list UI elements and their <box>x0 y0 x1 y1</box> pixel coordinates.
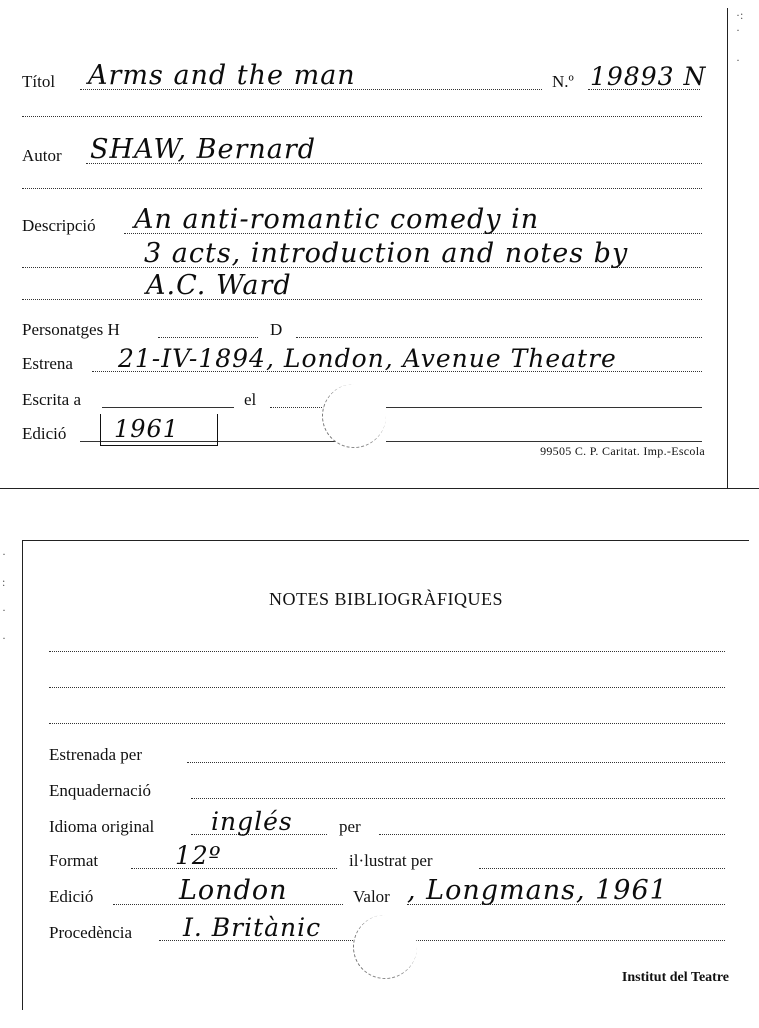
printer-imprint: 99505 C. P. Caritat. Imp.-Escola <box>540 444 705 458</box>
numero-value: 19893 N <box>590 62 707 91</box>
personatges-h-dots <box>158 337 258 338</box>
enquadernacio-label: Enquadernació <box>49 781 151 800</box>
format-il-label: il·lustrat per <box>349 851 433 870</box>
edicio-label: Edició <box>22 424 67 443</box>
scan-specks: ·: · · <box>736 8 744 67</box>
top-card-bottom-edge <box>0 488 759 489</box>
format-value: 12º <box>175 841 222 870</box>
idioma-row <box>23 805 749 839</box>
estrena-value: 21-IV-1894, London, Avenue Theatre <box>118 344 617 373</box>
estrenada-label: Estrenada per <box>49 745 142 764</box>
scan-specks-left: · : · · <box>2 547 6 645</box>
titol-extra-line <box>22 116 702 117</box>
numero-label: N.º <box>552 72 574 91</box>
escrita-a-line <box>102 407 234 408</box>
idioma-per-dots <box>379 834 725 835</box>
format-dots <box>131 868 337 869</box>
escrita-el-line <box>386 407 702 408</box>
estrenada-dots <box>187 762 725 763</box>
personatges-d-dots <box>296 337 702 338</box>
personatges-row <box>0 308 727 342</box>
valor-label: Valor <box>353 887 390 906</box>
escrita-el-label: el <box>244 390 257 409</box>
valor-value: , Longmans, 1961 <box>407 875 668 906</box>
estrena-label: Estrena <box>22 354 73 373</box>
procedencia-label: Procedència <box>49 923 133 942</box>
estrena-row <box>0 342 727 376</box>
idioma-per-label: per <box>339 817 361 836</box>
enquadernacio-row <box>23 769 749 803</box>
notes-heading: NOTES BIBLIOGRÀFIQUES <box>268 589 503 609</box>
catalog-card-bottom <box>22 540 749 1010</box>
catalog-card-top <box>0 8 728 488</box>
personatges-d-label: D <box>270 320 283 339</box>
descripcio-line-1: An anti-romantic comedy in <box>134 204 540 235</box>
format-il-dots <box>479 868 725 869</box>
edicio-line-right <box>386 441 702 442</box>
autor-label: Autor <box>22 146 62 165</box>
descripcio-row-1 <box>0 204 727 238</box>
idioma-value: inglés <box>211 807 293 836</box>
idioma-label: Idioma original <box>49 817 155 836</box>
personatges-label: Personatges H <box>22 320 120 339</box>
procedencia-value: I. Britànic <box>183 913 322 942</box>
format-label: Format <box>49 851 99 870</box>
descripcio-line-3: A.C. Ward <box>146 270 292 301</box>
autor-value: SHAW, Bernard <box>90 134 317 165</box>
notes-line-2 <box>49 687 725 688</box>
edicio-bottom-label: Edició <box>49 887 94 906</box>
notes-line-3 <box>49 723 725 724</box>
descripcio-line-2: 3 acts, introduction and notes by <box>144 238 629 269</box>
descripcio-row-3 <box>0 270 727 304</box>
punch-hole-top <box>322 384 386 448</box>
autor-row <box>0 134 727 168</box>
punch-hole-bottom <box>353 915 417 979</box>
estrenada-row <box>23 733 749 767</box>
format-row <box>23 839 749 873</box>
titol-row <box>0 60 727 94</box>
edicio-valor-row <box>23 875 749 909</box>
edicio-bottom-value: London <box>179 875 288 906</box>
titol-value: Arms and the man <box>88 60 356 91</box>
descripcio-dots-3 <box>22 299 702 300</box>
titol-label: Títol <box>22 72 56 91</box>
escrita-label: Escrita a <box>22 390 81 409</box>
enquadernacio-dots <box>191 798 725 799</box>
institut-imprint: Institut del Teatre <box>621 970 729 985</box>
descripcio-label: Descripció <box>22 216 96 235</box>
autor-extra-line <box>22 188 702 189</box>
notes-line-1 <box>49 651 725 652</box>
edicio-value: 1961 <box>114 415 180 443</box>
descripcio-row-2 <box>0 238 727 272</box>
